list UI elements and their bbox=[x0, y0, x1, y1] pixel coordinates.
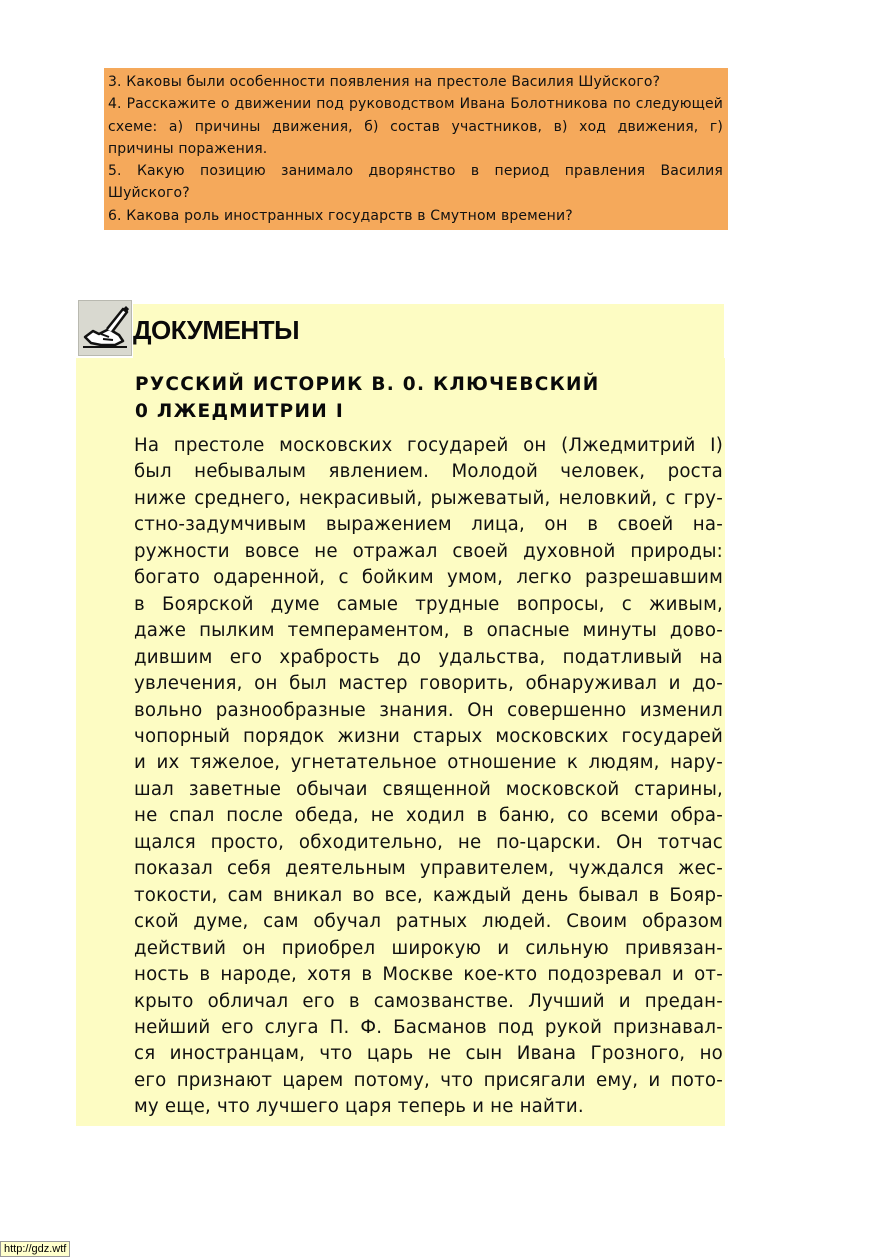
document-text-line: На престоле московских государей он (Лжедмитрий I) bbox=[134, 435, 723, 456]
document-text-line: показал себя деятельным управителем, чуждался жес- bbox=[134, 858, 723, 880]
document-text-line: даже пылким темпераментом, в опасные минуты дово- bbox=[134, 620, 723, 642]
document-text-line: ской думе, сам обучал ратных людей. Своим образом bbox=[134, 911, 723, 933]
question-3: 3. Каковы были особенности появления на престоле Василия Шуйского? bbox=[108, 74, 661, 90]
question-6: 6. Какова роль иностранных государств в Смутном времени? bbox=[108, 207, 573, 224]
document-text-line: нейший его слуга П. Ф. Басманов под рукой признавал- bbox=[134, 1016, 723, 1038]
document-text-line: его признают царем потому, что присягали ему, и пото- bbox=[134, 1069, 723, 1091]
document-text-line: был небывалым явлением. Молодой человек, роста bbox=[134, 461, 723, 483]
document-text-line: шал заветные обычаи священной московской старины, bbox=[134, 778, 723, 800]
document-text-line: ружности вовсе не отражал своей духовной природы: bbox=[134, 540, 723, 562]
document-title-line-1: РУССКИЙ ИСТОРИК В. 0. КЛЮЧЕВСКИЙ bbox=[135, 374, 600, 395]
document-text-line: действий он приобрел широкую и сильную привязан- bbox=[134, 937, 723, 959]
question-4: 4. Расскажите о движении под руководством Ивана Болотникова по следующей схеме: а) причины движения, б) состав участников, в) ход движения, г) причины поражения. bbox=[108, 96, 723, 157]
document-title bbox=[135, 371, 655, 425]
document-text-line: дившим его храбрость до удальства, податливый на bbox=[134, 646, 723, 668]
document-text-line: крыто обличал его в самозванстве. Лучший и предан- bbox=[134, 990, 723, 1012]
document-text-line: вольно разнообразные знания. Он совершенно изменил bbox=[134, 699, 723, 721]
document-text-line: увлечения, он был мастер говорить, обнаруживал и до- bbox=[134, 673, 723, 695]
watermark-link[interactable]: http://gdz.wtf bbox=[0, 1241, 70, 1257]
review-questions bbox=[104, 68, 728, 230]
document-text-line: стно-задумчивым выражением лица, он в своей на- bbox=[134, 514, 723, 536]
writing-hand-icon bbox=[78, 300, 132, 356]
document-text-line: ниже среднего, некрасивый, рыжеватый, неловкий, с гру- bbox=[134, 487, 723, 509]
document-text-line: не спал после обеда, не ходил в баню, со всеми обра- bbox=[134, 805, 723, 827]
document-text-line: му еще, что лучшего царя теперь и не найти. bbox=[134, 1096, 584, 1118]
document-text-line: чопорный порядок жизни старых московских государей bbox=[134, 725, 723, 747]
document-title-line-2: 0 ЛЖЕДМИТРИИ I bbox=[135, 401, 344, 422]
documents-heading: ДОКУМЕНТЫ bbox=[133, 315, 300, 345]
document-text bbox=[134, 433, 723, 1121]
question-5: 5. Какую позицию занимало дворянство в период правления Василия Шуйского? bbox=[108, 163, 723, 202]
document-text-line: богато одаренной, с бойким умом, легко разрешавшим bbox=[134, 567, 723, 589]
document-text-line: в Боярской думе самые трудные вопросы, с живым, bbox=[134, 593, 723, 615]
document-text-line: ность в народе, хотя в Москве кое-кто подозревал и от- bbox=[134, 964, 723, 986]
document-text-line: ся иностранцам, что царь не сын Ивана Грозного, но bbox=[134, 1043, 723, 1065]
document-text-line: щался просто, обходительно, не по-царски. Он тотчас bbox=[134, 831, 723, 853]
document-text-line: и их тяжелое, угнетательное отношение к людям, нару- bbox=[134, 752, 723, 774]
document-text-line: токости, сам вникал во все, каждый день бывал в Бояр- bbox=[134, 884, 723, 906]
